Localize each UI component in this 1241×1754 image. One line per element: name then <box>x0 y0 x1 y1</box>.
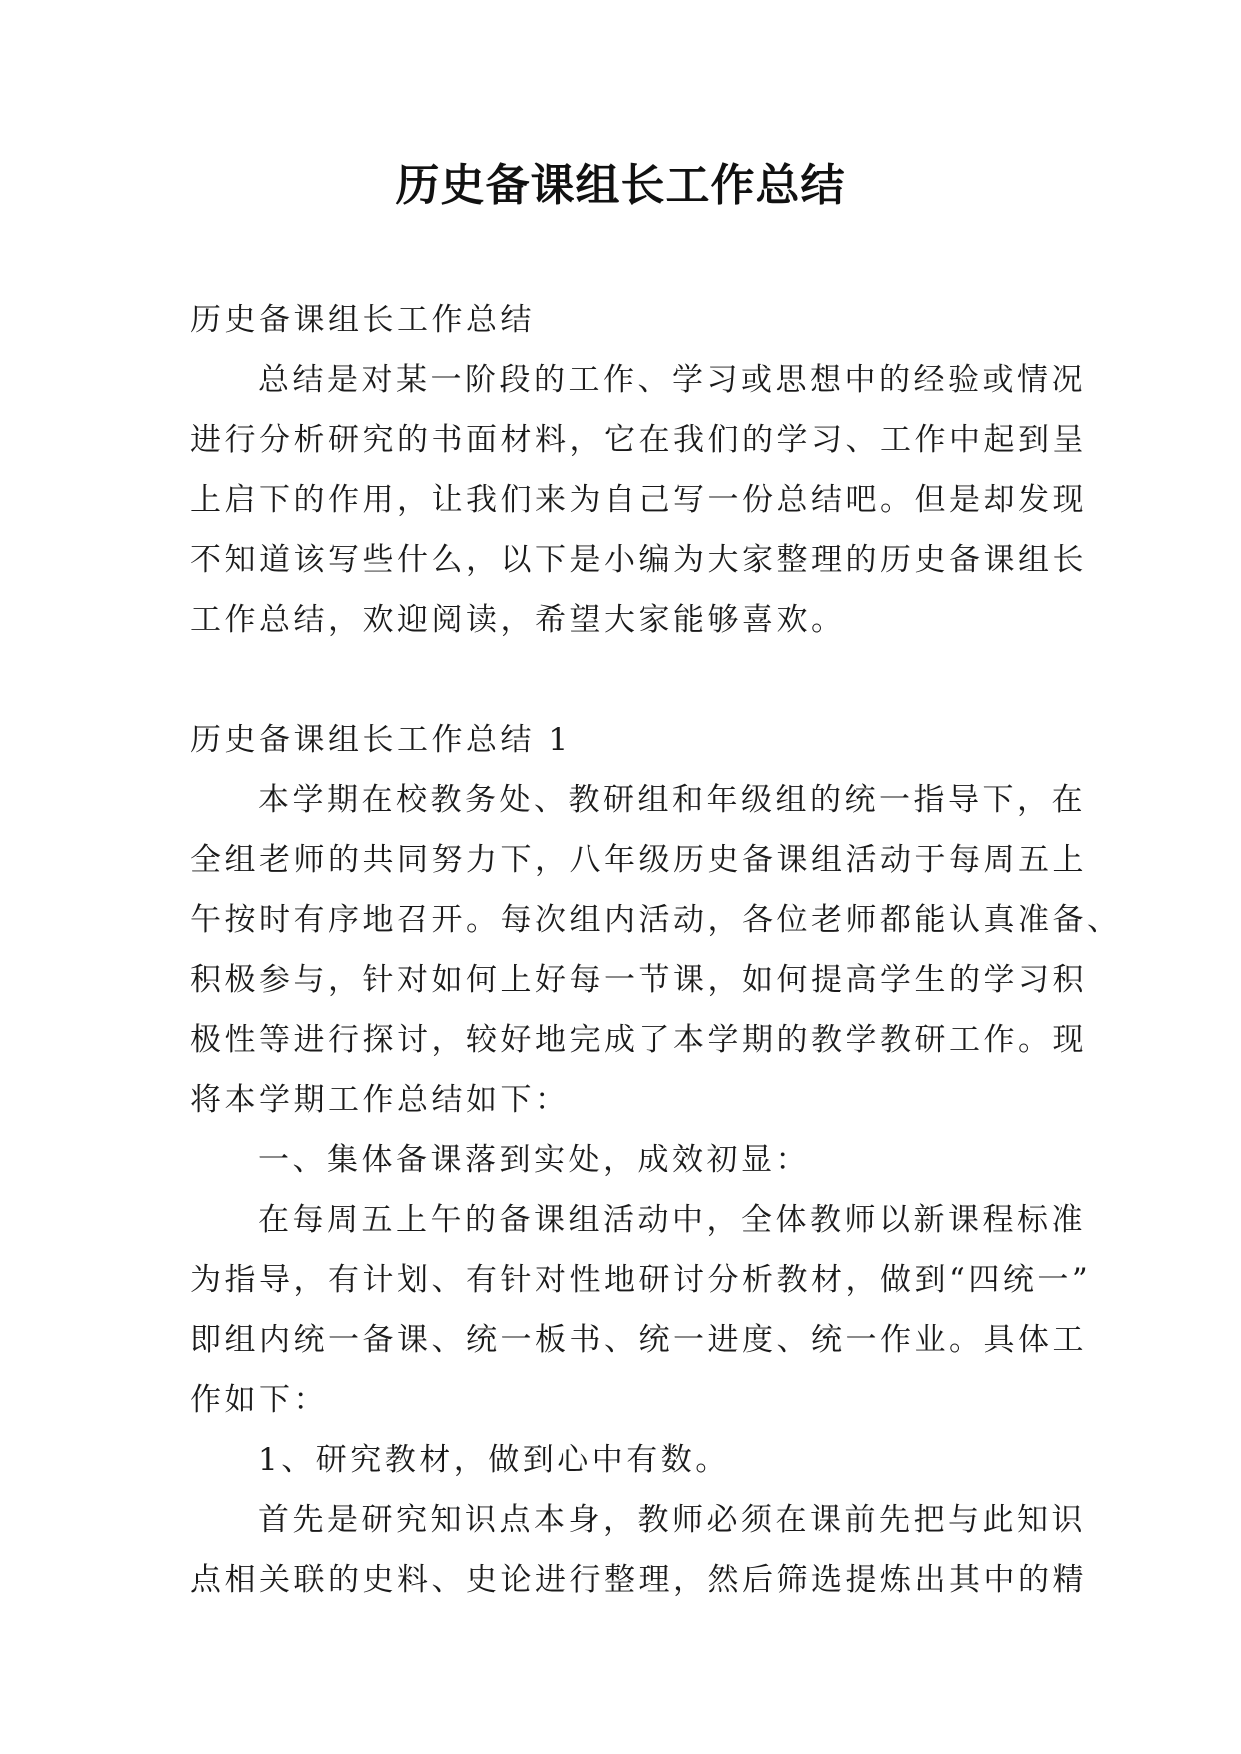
section-heading: 历史备课组长工作总结 1 <box>190 722 572 758</box>
section-heading: 历史备课组长工作总结 <box>190 302 535 338</box>
paragraph-line: 点相关联的史料、史论进行整理，然后筛选提炼出其中的精 <box>190 1562 1087 1598</box>
paragraph-spacer <box>190 650 1050 710</box>
paragraph-line: 工作总结，欢迎阅读，希望大家能够喜欢。 <box>190 602 846 638</box>
paragraph-line: 上启下的作用，让我们来为自己写一份总结吧。但是却发现 <box>190 482 1087 518</box>
paragraph-line: 作如下： <box>190 1382 328 1418</box>
paragraph-line: 本学期在校教务处、教研组和年级组的统一指导下，在 <box>258 782 1086 818</box>
paragraph-line: 在每周五上午的备课组活动中，全体教师以新课程标准 <box>258 1202 1086 1238</box>
paragraph-line: 进行分析研究的书面材料，它在我们的学习、工作中起到呈 <box>190 422 1087 458</box>
paragraph-line: 极性等进行探讨，较好地完成了本学期的教学教研工作。现 <box>190 1022 1087 1058</box>
document-title: 历史备课组长工作总结 <box>395 160 846 211</box>
paragraph-line: 将本学期工作总结如下： <box>190 1082 570 1118</box>
paragraph-line: 首先是研究知识点本身，教师必须在课前先把与此知识 <box>258 1502 1086 1538</box>
subheading-line: 1、研究教材，做到心中有数。 <box>258 1442 730 1478</box>
paragraph-line: 总结是对某一阶段的工作、学习或思想中的经验或情况 <box>258 362 1086 398</box>
subheading-line: 一、集体备课落到实处，成效初显： <box>258 1142 810 1178</box>
paragraph-line: 为指导，有计划、有针对性地研讨分析教材，做到“四统一” <box>190 1262 1092 1298</box>
paragraph-line: 积极参与，针对如何上好每一节课，如何提高学生的学习积 <box>190 962 1087 998</box>
paragraph-line: 全组老师的共同努力下，八年级历史备课组活动于每周五上 <box>190 842 1087 878</box>
paragraph-line: 不知道该写些什么，以下是小编为大家整理的历史备课组长 <box>190 542 1087 578</box>
document-body <box>190 290 1122 1610</box>
paragraph-line: 午按时有序地召开。每次组内活动，各位老师都能认真准备、 <box>190 902 1122 938</box>
paragraph-line: 即组内统一备课、统一板书、统一进度、统一作业。具体工 <box>190 1322 1087 1358</box>
